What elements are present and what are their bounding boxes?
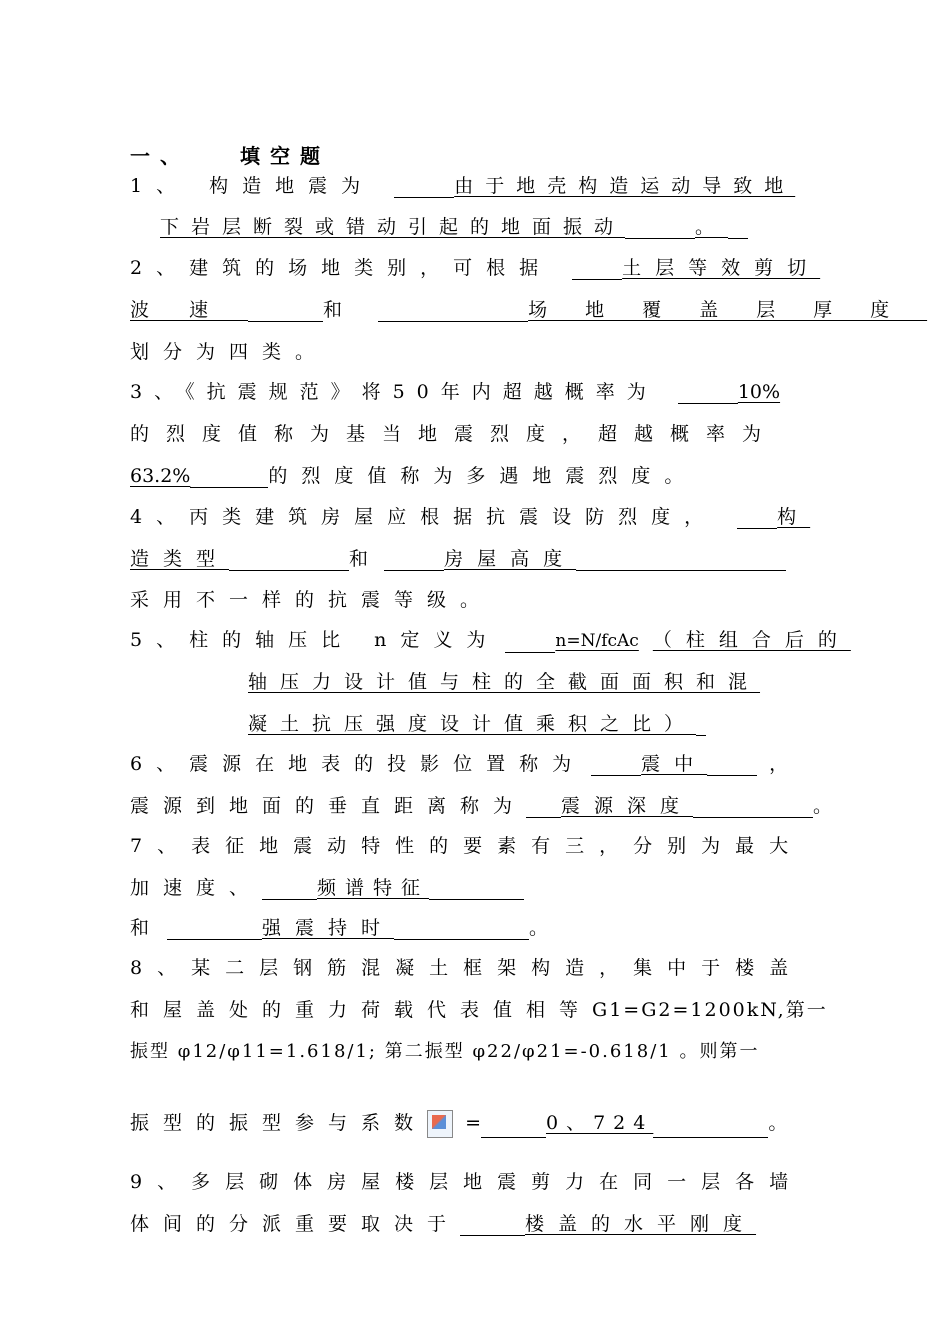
q9-answer: 楼盖的水平刚度 bbox=[525, 1213, 757, 1235]
q8-line4 bbox=[130, 1110, 787, 1138]
q2-prefix: 2、建筑的场地类别，可根据 bbox=[130, 257, 553, 279]
q5-line3 bbox=[248, 712, 706, 736]
q6-blank-a bbox=[591, 753, 641, 776]
q9-line2-prefix: 体间的分派重要取决于 bbox=[130, 1213, 461, 1235]
q7-blank-d bbox=[394, 917, 529, 940]
q6-end: 。 bbox=[813, 795, 833, 817]
q7-blank-b bbox=[429, 877, 524, 900]
q2-suffix: 划分为四类。 bbox=[130, 341, 329, 363]
q7-blank-c bbox=[167, 917, 262, 940]
q8-line2 bbox=[130, 998, 828, 1022]
q4-blank-a bbox=[229, 548, 349, 571]
q9-line2 bbox=[130, 1212, 756, 1236]
q8-eq: = bbox=[465, 1112, 481, 1134]
q6-line1 bbox=[130, 752, 788, 776]
q4-mid: 和 bbox=[349, 548, 369, 570]
q1-line1 bbox=[130, 174, 895, 198]
q6-answer1: 震中 bbox=[641, 753, 708, 775]
q2-answer1b: 波速 bbox=[130, 299, 249, 321]
q2-answer2: 场地覆盖层厚度 bbox=[528, 299, 928, 321]
q6-blank-d bbox=[693, 795, 813, 818]
q3-answer1: 10% bbox=[737, 381, 781, 403]
q1-end: 。 bbox=[695, 216, 729, 238]
q2-mid: 和 bbox=[323, 299, 343, 321]
q8-answer: 0、724 bbox=[545, 1112, 654, 1134]
q1-answer-line1: 由于地壳构造运动导致地 bbox=[454, 175, 796, 197]
q5-line1 bbox=[130, 628, 851, 653]
q4-suffix: 采用不一样的抗震等级。 bbox=[130, 589, 494, 611]
q8-line2-text: 和屋盖处的重力荷载代表值相等 bbox=[130, 999, 593, 1021]
q3-blank-tail bbox=[190, 465, 268, 488]
section-title: 一、 填空题 bbox=[130, 144, 330, 168]
q8-line2-formula: G1=G2=1200kN,第一 bbox=[592, 999, 828, 1021]
q7-line3 bbox=[130, 916, 548, 940]
q8-prefix: 8、某二层钢筋混凝土框架构造，集中于楼盖 bbox=[130, 957, 804, 979]
q8-end: 。 bbox=[768, 1112, 788, 1134]
q5-blank-pad bbox=[505, 630, 555, 653]
q1-prefix: 1、 构造地震为 bbox=[130, 175, 375, 197]
q3-prefix: 3、《抗震规范》将50年内超越概率为 bbox=[130, 381, 658, 403]
q6-blank-c bbox=[526, 795, 561, 818]
q2-blank-b bbox=[378, 299, 528, 322]
q3-line3 bbox=[130, 464, 697, 488]
q5-formula: n=N/fcAc bbox=[555, 631, 639, 651]
q7-line2 bbox=[130, 876, 524, 900]
q5-line2 bbox=[248, 670, 760, 694]
q7-blank-a bbox=[262, 877, 317, 900]
q6-blank-b bbox=[707, 753, 757, 776]
q6-answer2: 震源深度 bbox=[561, 795, 694, 817]
q7-answer2: 强震持时 bbox=[262, 917, 395, 939]
q3-mid: 的烈度值称为基当地震烈度，超越概率为 bbox=[130, 423, 779, 445]
q2-answer1a: 土层等效剪切 bbox=[622, 257, 821, 279]
q6-comma: ， bbox=[769, 753, 789, 775]
formula-image-icon bbox=[427, 1110, 453, 1138]
q4-line1 bbox=[130, 505, 810, 529]
q7-line2-prefix: 加速度、 bbox=[130, 877, 263, 899]
q1-blank-tail2 bbox=[728, 216, 748, 239]
q8-line3: 振型 φ12/φ11=1.618/1; 第二振型 φ22/φ21=-0.618/1 。则第一 bbox=[130, 1041, 760, 1062]
q9-blank-a bbox=[460, 1213, 525, 1236]
q7-end: 。 bbox=[529, 917, 549, 939]
q7-prefix: 7、表征地震动特性的要素有三，分别为最大 bbox=[130, 835, 804, 857]
q3-suffix: 的烈度值称为多遇地震烈度。 bbox=[268, 465, 698, 487]
q6-line2-prefix: 震源到地面的垂直距离称为 bbox=[130, 795, 527, 817]
q5-answer-line3: 凝土抗压强度设计值乘积之比） bbox=[248, 713, 697, 735]
q5-prefix: 5、柱的轴压比 n定义为 bbox=[130, 629, 500, 651]
q5-blank-tail bbox=[696, 713, 706, 736]
q4-line2 bbox=[130, 547, 786, 571]
q9-prefix: 9、多层砌体房屋楼层地震剪力在同一层各墙 bbox=[130, 1171, 804, 1193]
q3-answer2: 63.2% bbox=[130, 465, 191, 487]
q4-answer2: 房屋高度 bbox=[444, 548, 577, 570]
q4-prefix: 4、丙类建筑房屋应根据抗震设防烈度， bbox=[130, 506, 718, 528]
q2-line2 bbox=[130, 298, 928, 322]
q7-answer1: 频谱特征 bbox=[317, 877, 430, 899]
q2-line1 bbox=[130, 256, 820, 280]
q1-answer-line2: 下岩层断裂或错动引起的地面振动 bbox=[160, 216, 626, 238]
q2-blank-pad bbox=[572, 257, 622, 280]
q3-blank-pad bbox=[678, 381, 738, 404]
q7-line3-prefix: 和 bbox=[130, 917, 150, 939]
q2-blank-a bbox=[248, 299, 323, 322]
q3-line1 bbox=[130, 380, 780, 404]
q1-line2 bbox=[160, 215, 748, 239]
q6-line2 bbox=[130, 794, 832, 818]
q1-blank-tail bbox=[625, 216, 695, 239]
q1-blank-pad bbox=[394, 175, 454, 198]
q8-blank-a bbox=[481, 1115, 546, 1138]
q4-answer1b: 造类型 bbox=[130, 548, 230, 570]
q8-blank-b bbox=[653, 1115, 768, 1138]
q6-prefix: 6、震源在地表的投影位置称为 bbox=[130, 753, 586, 775]
q4-blank-c bbox=[576, 548, 786, 571]
q8-line4-prefix: 振型的振型参与系数 bbox=[130, 1112, 428, 1134]
q4-blank-b bbox=[384, 548, 444, 571]
q4-answer1a: 构 bbox=[777, 506, 811, 528]
q5-answer-line1: （柱组合后的 bbox=[652, 629, 851, 651]
q5-answer-line2: 轴压力设计值与柱的全截面面积和混 bbox=[248, 671, 761, 693]
q4-blank-pad bbox=[737, 506, 777, 529]
